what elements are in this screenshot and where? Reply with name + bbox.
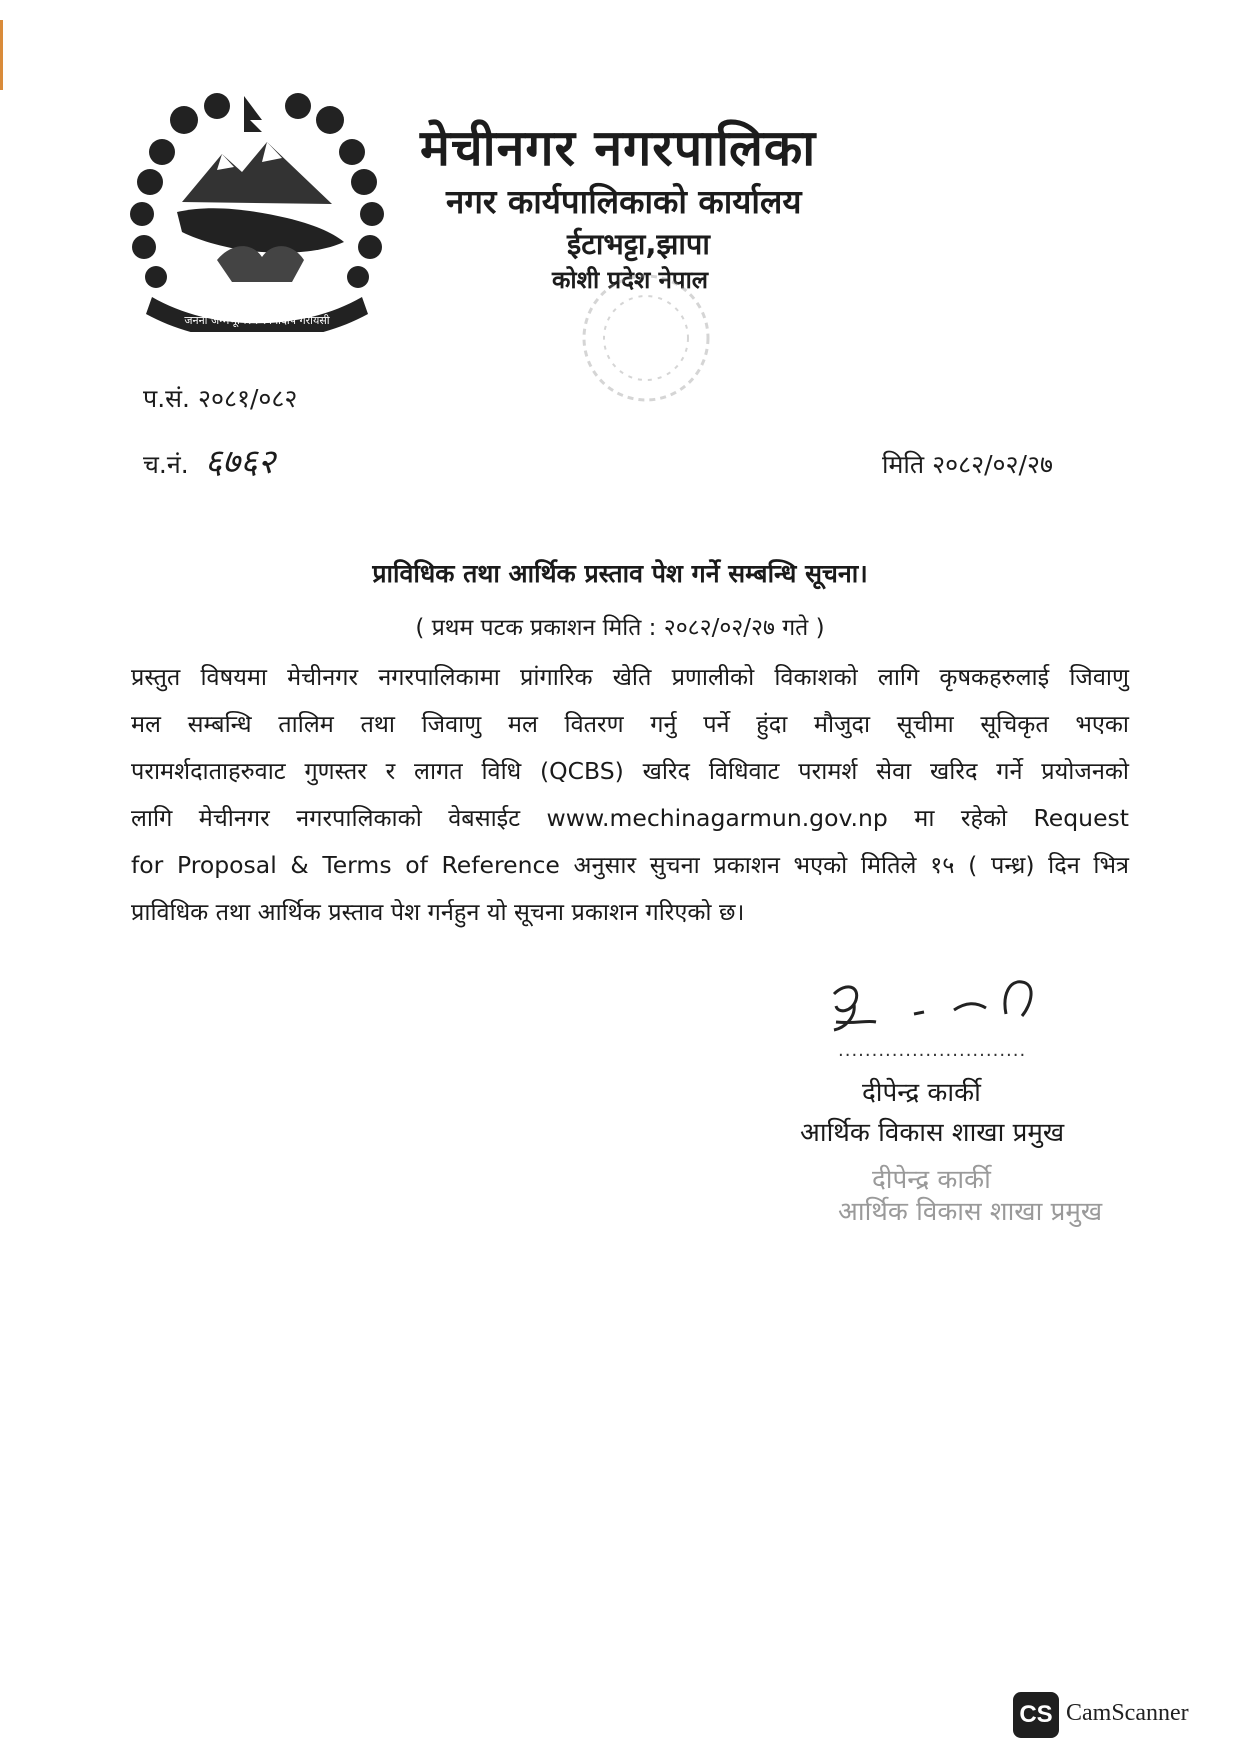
date-value: २०८२/०२/२७: [932, 450, 1053, 479]
date-label: मिति: [882, 450, 925, 479]
letter-ref-number: [143, 381, 297, 415]
org-name: मेचीनगर नगरपालिका: [420, 119, 817, 177]
body-line: परामर्शदाताहरुवाट गुणस्तर र लागत विधि (QCBS) खरिद विधिवाट परामर्श सेवा खरिद गर्ने प्रयोजनको: [131, 757, 1129, 785]
body-line: प्राविधिक तथा आर्थिक प्रस्ताव पेश गर्नहुन यो सूचना प्रकाशन गरिएको छ।: [131, 898, 745, 926]
signatory-title: आर्थिक विकास शाखा प्रमुख: [800, 1118, 1065, 1148]
body-line: लागि मेचीनगर नगरपालिकाको वेबसाईट www.mechinagarmun.gov.np मा रहेको Request: [131, 804, 1129, 832]
signature-line: ............................: [838, 1040, 1027, 1061]
notice-body: [131, 657, 1129, 939]
ps-value: २०८१/०८२: [197, 384, 298, 413]
office-name: नगर कार्यपालिकाको कार्यालय: [446, 182, 802, 221]
camscanner-logo-icon: CS: [1013, 1692, 1059, 1738]
camscanner-watermark: CamScanner: [1066, 1700, 1189, 1726]
address-province: कोशी प्रदेश नेपाल: [552, 266, 709, 294]
body-line: प्रस्तुत विषयमा मेचीनगर नगरपालिकामा प्रांगारिक खेति प्रणालीको विकाशको लागि कृषकहरुलाई जिवाणु: [131, 663, 1129, 691]
body-line: मल सम्बन्धि तालिम तथा जिवाणु मल वितरण गर्नु पर्ने हुंदा मौजुदा सूचीमा सूचिकृत भएका: [131, 710, 1129, 738]
nepal-emblem-icon: [122, 92, 392, 332]
publication-date: ( प्रथम पटक प्रकाशन मिति : २०८२/०२/२७ गते ): [415, 615, 825, 641]
address-city: ईटाभट्टा,झापा: [567, 227, 710, 261]
cn-value: ६७६२: [204, 442, 276, 482]
notice-subject: प्राविधिक तथा आर्थिक प्रस्ताव पेश गर्ने सम्बन्धि सूचना।: [372, 559, 868, 588]
letter-date: [882, 447, 1053, 481]
signature-icon: [826, 974, 1066, 1042]
office-stamp-icon: [556, 268, 736, 418]
ps-label: प.सं.: [143, 384, 190, 413]
body-line: for Proposal & Terms of Reference अनुसार सुचना प्रकाशन भएको मितिले १५ ( पन्ध्र) दिन भित्र: [131, 851, 1129, 879]
dispatch-number: [143, 437, 275, 483]
scan-edge-mark: [0, 20, 3, 90]
stamp-name: दीपेन्द्र कार्की: [872, 1165, 991, 1195]
cn-label: च.नं.: [143, 450, 189, 479]
emblem-motto: जननी जन्मभूमिश्च स्वर्गादपि गरीयसी: [184, 314, 330, 327]
signatory-name: दीपेन्द्र कार्की: [862, 1078, 981, 1108]
stamp-title: आर्थिक विकास शाखा प्रमुख: [838, 1197, 1103, 1227]
